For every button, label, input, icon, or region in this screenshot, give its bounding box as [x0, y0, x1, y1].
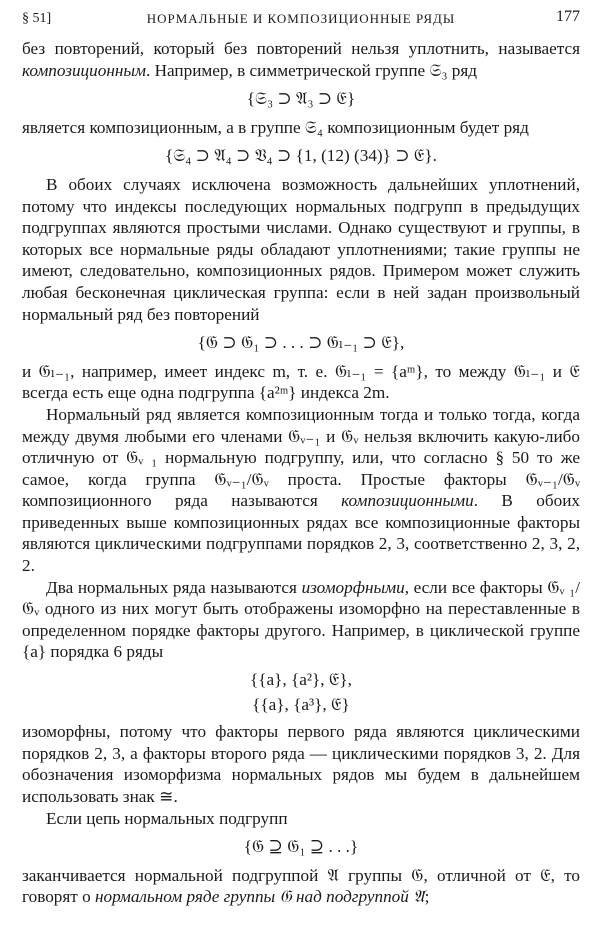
section-ref: § 51] [22, 11, 52, 26]
text-run: . В обоих приведенных выше композиционных рядах все композиционные факторы являются циклическими подгруппами порядков 2, 3, соответственно 2, 3, 2, 2. [22, 491, 580, 576]
paragraph-2: является композиционным, а в группе 𝔖₄ композиционным будет ряд [22, 117, 529, 137]
formula-5: {{a}, {a³}, 𝔈} [252, 694, 350, 714]
text-run: Нормальный ряд является композиционным тогда и только тогда, когда между двумя любыми его членами 𝔊ᵥ₋₁ и 𝔊ᵥ нельзя включить какую-либо отличную от 𝔊ᵥ ₁ нормальную подгруппу, или, что согласно § 50 то же самое, когда группа 𝔊ᵥ₋₁/𝔊ᵥ проста. Простые факторы 𝔊ᵥ₋₁/𝔊ᵥ композиционного ряда называются [22, 404, 580, 511]
book-page [22, 8, 580, 908]
paragraph-3: В обоих случаях исключена возможность дальнейших уплотнений, потому что индексы последующих нормальных подгрупп в предыдущих подгруппах являются простыми числами. Однако существуют и группы, в которых все нормальные ряды обладают уплотнениями; такие группы не имеют, следовательно, композиционных рядов. Примером может служить любая бесконечная циклическая группа: если в ней задан произвольный нормальный ряд без повторений [22, 174, 580, 324]
paragraph-9 [22, 865, 580, 908]
running-title: НОРМАЛЬНЫЕ И КОМПОЗИЦИОННЫЕ РЯДЫ [146, 11, 456, 26]
formula-4: {{a}, {a²}, 𝔈}, [250, 670, 352, 690]
text-run: заканчивается нормальной подгруппой 𝔄 группы 𝔊, отличной от 𝔈, то говорят о [22, 865, 580, 907]
formula-1: {𝔖₃ ⊃ 𝔄₃ ⊃ 𝔈} [246, 89, 356, 109]
term-italic: изоморфными [301, 577, 405, 597]
text-run: . Например, в симметрической группе 𝔖₃ ряд [146, 60, 478, 80]
term-italic: композиционными [341, 491, 474, 511]
formula-2: {𝔖₄ ⊃ 𝔄₄ ⊃ 𝔙₄ ⊃ {1, (12) (34)} ⊃ 𝔈}. [165, 146, 437, 166]
term-italic: нормальном ряде группы 𝔊 над подгруппой 𝔄 [95, 887, 425, 907]
text-run: ; [424, 887, 430, 907]
paragraph-7: изоморфны, потому что факторы первого ряда являются циклическими порядков 2, 3, а факторы второго ряда — циклическими порядков 3, 2. Для обозначения изоморфизма нормальных рядов мы будем в дальнейшем использовать знак ≅. [22, 722, 580, 806]
page-number: 177 [556, 8, 580, 25]
text-run: Два нормальных ряда называются [46, 577, 302, 597]
paragraph-5 [22, 404, 580, 577]
term-italic: композиционным [22, 60, 146, 80]
formula-3: {𝔊 ⊃ 𝔊₁ ⊃ . . . ⊃ 𝔊ₗ₋₁ ⊃ 𝔈}, [197, 333, 405, 353]
text-run: , если все факторы 𝔊ᵥ ₁/𝔊ᵥ одного из них могут быть отображены изоморфно на переставленные в определенном порядке факторы другого. Например, в циклической группе {a} порядка 6 ряды [22, 577, 580, 662]
text-run: без повторений, который без повторений нельзя уплотнить, называется [22, 39, 580, 58]
paragraph-6 [22, 577, 580, 663]
paragraph-1 [22, 38, 580, 81]
page-header [22, 8, 580, 30]
formula-6: {𝔊 ⊇ 𝔊₁ ⊇ . . .} [243, 837, 359, 857]
paragraph-8: Если цепь нормальных подгрупп [46, 808, 288, 828]
paragraph-4: и 𝔊ₗ₋₁, например, имеет индекс m, т. е. 𝔊ₗ₋₁ = {aᵐ}, то между 𝔊ₗ₋₁ и 𝔈 всегда есть еще одна подгруппа {a²ᵐ} индекса 2m. [22, 361, 580, 403]
